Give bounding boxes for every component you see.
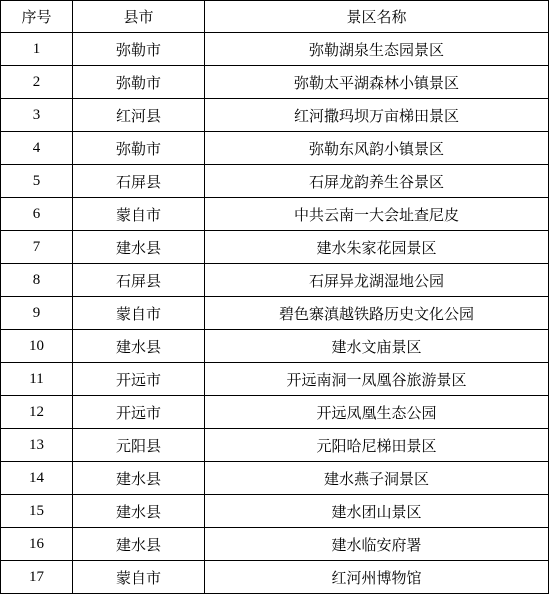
table-row — [1, 33, 549, 66]
table-header — [1, 1, 549, 33]
scenic-area-name-cell: 中共云南一大会址查尼皮 — [205, 198, 549, 231]
serial-number-cell: 13 — [1, 429, 73, 462]
county-city-cell: 建水县 — [73, 231, 205, 264]
table-row — [1, 297, 549, 330]
table-row — [1, 363, 549, 396]
scenic-area-name-cell: 建水临安府署 — [205, 528, 549, 561]
serial-number-cell: 10 — [1, 330, 73, 363]
table-row — [1, 66, 549, 99]
serial-number-cell: 15 — [1, 495, 73, 528]
county-city-cell: 开远市 — [73, 396, 205, 429]
header-serial-number: 序号 — [1, 1, 73, 33]
scenic-area-name-cell: 石屏异龙湖湿地公园 — [205, 264, 549, 297]
scenic-area-name-cell: 建水燕子洞景区 — [205, 462, 549, 495]
serial-number-cell: 11 — [1, 363, 73, 396]
table-row — [1, 561, 549, 594]
serial-number-cell: 12 — [1, 396, 73, 429]
county-city-cell: 蒙自市 — [73, 561, 205, 594]
scenic-area-name-cell: 元阳哈尼梯田景区 — [205, 429, 549, 462]
serial-number-cell: 6 — [1, 198, 73, 231]
serial-number-cell: 17 — [1, 561, 73, 594]
table-row — [1, 396, 549, 429]
county-city-cell: 红河县 — [73, 99, 205, 132]
header-scenic-area-name: 景区名称 — [205, 1, 549, 33]
table-row — [1, 99, 549, 132]
serial-number-cell: 9 — [1, 297, 73, 330]
table-row — [1, 165, 549, 198]
table-row — [1, 462, 549, 495]
serial-number-cell: 3 — [1, 99, 73, 132]
county-city-cell: 开远市 — [73, 363, 205, 396]
scenic-area-name-cell: 开远凤凰生态公园 — [205, 396, 549, 429]
county-city-cell: 建水县 — [73, 528, 205, 561]
serial-number-cell: 14 — [1, 462, 73, 495]
county-city-cell: 建水县 — [73, 495, 205, 528]
county-city-cell: 石屏县 — [73, 165, 205, 198]
table-row — [1, 231, 549, 264]
scenic-area-name-cell: 开远南洞一凤凰谷旅游景区 — [205, 363, 549, 396]
header-row — [1, 1, 549, 33]
county-city-cell: 弥勒市 — [73, 132, 205, 165]
table-row — [1, 330, 549, 363]
county-city-cell: 元阳县 — [73, 429, 205, 462]
scenic-area-name-cell: 弥勒太平湖森林小镇景区 — [205, 66, 549, 99]
county-city-cell: 石屏县 — [73, 264, 205, 297]
scenic-area-name-cell: 建水文庙景区 — [205, 330, 549, 363]
county-city-cell: 蒙自市 — [73, 297, 205, 330]
table-row — [1, 264, 549, 297]
scenic-area-name-cell: 弥勒湖泉生态园景区 — [205, 33, 549, 66]
table-row — [1, 495, 549, 528]
serial-number-cell: 16 — [1, 528, 73, 561]
table-row — [1, 429, 549, 462]
table-body — [1, 33, 549, 594]
table-row — [1, 528, 549, 561]
table-row — [1, 198, 549, 231]
scenic-area-name-cell: 建水团山景区 — [205, 495, 549, 528]
serial-number-cell: 4 — [1, 132, 73, 165]
serial-number-cell: 1 — [1, 33, 73, 66]
scenic-area-name-cell: 红河撒玛坝万亩梯田景区 — [205, 99, 549, 132]
scenic-area-name-cell: 弥勒东风韵小镇景区 — [205, 132, 549, 165]
county-city-cell: 蒙自市 — [73, 198, 205, 231]
county-city-cell: 建水县 — [73, 330, 205, 363]
serial-number-cell: 7 — [1, 231, 73, 264]
county-city-cell: 建水县 — [73, 462, 205, 495]
county-city-cell: 弥勒市 — [73, 66, 205, 99]
scenic-area-name-cell: 建水朱家花园景区 — [205, 231, 549, 264]
table-row — [1, 132, 549, 165]
serial-number-cell: 2 — [1, 66, 73, 99]
scenic-area-name-cell: 石屏龙韵养生谷景区 — [205, 165, 549, 198]
serial-number-cell: 8 — [1, 264, 73, 297]
county-city-cell: 弥勒市 — [73, 33, 205, 66]
header-county-city: 县市 — [73, 1, 205, 33]
scenic-area-name-cell: 碧色寨滇越铁路历史文化公园 — [205, 297, 549, 330]
scenic-area-name-cell: 红河州博物馆 — [205, 561, 549, 594]
serial-number-cell: 5 — [1, 165, 73, 198]
